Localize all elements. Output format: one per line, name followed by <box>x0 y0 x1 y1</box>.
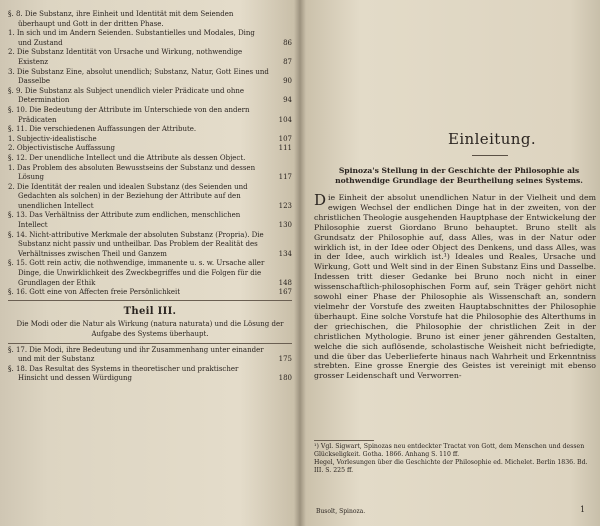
footnote: ¹) Vgl. Sigwart, Spinozas neu entdeckter Tractat von Gott, dem Menschen und dessen Glückseligkeit. Gotha. 1866. Anhang S. 110 ff. <box>314 443 585 458</box>
toc-entry <box>8 231 292 260</box>
toc-entry-text: 2. Die Substanz Identität von Ursache und Wirkung, nothwendige Existenz <box>8 48 243 66</box>
toc-entry-page: 107 <box>278 134 292 143</box>
toc-entry-page: 148 <box>278 278 292 287</box>
toc-entry <box>8 288 292 298</box>
toc-entry-text: 1. Das Problem des absoluten Bewusstseins der Substanz und dessen Lösung <box>8 163 256 182</box>
toc-entry-text: 1. Subjectiv-idealistische <box>8 134 97 143</box>
footnote: Hegel, Vorlesungen über die Geschichte der Philosophie ed. Michelet. Berlin 1836. Bd. III. S. 225 ff. <box>314 459 588 474</box>
toc-entry-page: 167 <box>278 288 292 297</box>
toc-entry <box>8 365 292 384</box>
part-subtitle: Die Modi oder die Natur als Wirkung (natura naturata) und die Lösung der Aufgabe des Systems überhaupt. <box>16 320 284 338</box>
toc-entry-text: §. 11. Die verschiedenen Auffassungen der Attribute. <box>8 125 197 134</box>
printer-signature: Busolt, Spinoza. <box>316 508 366 515</box>
toc-entry-page: 117 <box>278 173 292 182</box>
body-text: ie Einheit der absolut unendlichen Natur in der Vielheit und dem ewigen Wechsel der endlichen Dinge hat in der zweiten, von der christlichen Theologie ausgehenden Hauptphase der Entwickelung der Philosophie zuerst Giordano Bruno behauptet. Bruno stellt als Grundsatz der Philosophie auf, dass Alles, was in der Natur oder wirklich ist, in der Idee oder Object des Denkens, und dass Alles, was in der Idee, auch wirklich ist.¹) Ideales und Reales, Ursache und Wirkung, Gott und Welt sind in der Einen Substanz Eins und Dasselbe. Indessen tritt dieser Gedanke bei Bruno noch nicht in einer wissenschaftlich-philosophischen Form auf, sein Träger gehört nicht sowohl einer Phase der Philosophie als Wissenschaft an, sondern vielmehr der Vorstufe des zweiten Hauptabschnittes der Philosophie überhaupt. Eine solche Vorstufe hat die Philosophie des Alterthums in der griechischen, die Philosophie der christlichen Zeit in der christlichen Mythologie. Bruno ist einer jener gährenden Gestalten, welche die sich auflösende, scholastische Weisheit nicht befriedigte, und die über das Ueberlieferte hinaus nach Wahrheit und Erkenntniss strebten. Eine grosse Energie des Geistes ist vereinigt mit ebenso grosser Leidenschaft und Verworren- <box>314 193 596 381</box>
drop-cap: D <box>314 191 327 209</box>
divider <box>8 300 292 301</box>
toc-entry <box>8 135 292 145</box>
toc-entry-page: 87 <box>283 57 292 66</box>
toc-entry <box>8 164 292 183</box>
toc-entry-page: 180 <box>278 374 292 383</box>
left-page <box>0 0 298 526</box>
toc-entry-text: §. 15. Gott rein activ, die nothwendige, immanente u. s. w. Ursache aller Dinge, die Unwirklichkeit des Zweckbegriffes und die Folgen für die Grundlagen der Ethik <box>8 259 265 287</box>
toc-entry-page: 123 <box>278 201 292 210</box>
toc-entry <box>8 259 292 288</box>
toc-entry <box>8 68 292 87</box>
toc-entry-text: §. 8. Die Substanz, ihre Einheit und Identität mit dem Seienden überhaupt und Gott in der dritten Phase. <box>8 10 234 28</box>
toc-entry-page: 175 <box>278 355 292 364</box>
divider <box>8 343 292 344</box>
heading-rule <box>472 155 508 156</box>
toc-entry-text: §. 13. Das Verhältniss der Attribute zum endlichen, menschlichen Intellect <box>8 211 241 230</box>
toc-entry-page: 94 <box>283 96 292 105</box>
toc-entry <box>8 10 292 29</box>
footnotes <box>314 443 596 475</box>
toc-entry-page: 130 <box>278 221 292 230</box>
toc-entry <box>8 29 292 48</box>
footnote-rule <box>314 440 374 441</box>
toc-entry-page: 134 <box>278 249 292 258</box>
toc-entry <box>8 48 292 67</box>
toc-entry-text: 1. In sich und im Andern Seienden. Substantielles und Modales, Ding und Zustand <box>8 29 255 47</box>
chapter-heading: Einleitung. <box>448 130 536 148</box>
body-paragraph <box>314 193 596 381</box>
toc-entry-page: 90 <box>283 77 292 86</box>
toc-entry-list <box>8 10 292 298</box>
toc-entry-page: 86 <box>283 38 292 47</box>
table-of-contents <box>8 10 292 384</box>
chapter-subheading: Spinoza's Stellung in der Geschichte der Philosophie als nothwendige Grundlage der Beurtheilung seines Systems. <box>335 166 583 185</box>
toc-entry-text: §. 10. Die Bedeutung der Attribute im Unterschiede von den andern Prädicaten <box>8 105 250 124</box>
page-number: 1 <box>580 505 586 514</box>
toc-entry-text: 2. Die Identität der realen und idealen Substanz (des Seienden und Gedachten als solchen) in der Beziehung der Attribute auf den unendlichen Intellect <box>8 182 248 210</box>
toc-entry-text: §. 9. Die Substanz als Subject unendlich vieler Prädicate und ohne Determination <box>8 86 245 105</box>
toc-entry <box>8 144 292 154</box>
toc-entry <box>8 106 292 125</box>
toc-entry <box>8 183 292 212</box>
toc-entry-text: §. 16. Gott eine von Affecten freie Persönlichkeit <box>8 288 181 297</box>
toc-entry-text: 2. Objectivistische Auffassung <box>8 144 116 153</box>
toc-entry-text: 3. Die Substanz Eine, absolut unendlich; Substanz, Natur, Gott Eines und Dasselbe <box>8 67 269 86</box>
toc-entry <box>8 87 292 106</box>
toc-entry-text: §. 17. Die Modi, ihre Bedeutung und ihr Zusammenhang unter einander und mit der Substanz <box>8 345 264 364</box>
part-title: Theil III. <box>123 305 177 317</box>
toc-entry <box>8 154 292 164</box>
toc-entry-page: 111 <box>278 144 292 153</box>
right-page <box>302 0 600 526</box>
part-entry-list <box>8 346 292 384</box>
toc-entry-text: §. 18. Das Resultat des Systems in theoretischer und praktischer Hinsicht und dessen Würdigung <box>8 364 239 383</box>
toc-entry <box>8 211 292 230</box>
toc-entry <box>8 346 292 365</box>
toc-entry-page: 104 <box>278 115 292 124</box>
toc-entry-text: §. 14. Nicht-attributive Merkmale der absoluten Substanz (Propria). Die Substanz nicht passiv und untheilbar. Das Problem der Realität des Verhältnisses zwischen Theil und Ganzem <box>8 230 264 258</box>
toc-entry <box>8 125 292 135</box>
toc-entry-text: §. 12. Der unendliche Intellect und die Attribute als dessen Object. <box>8 153 246 162</box>
